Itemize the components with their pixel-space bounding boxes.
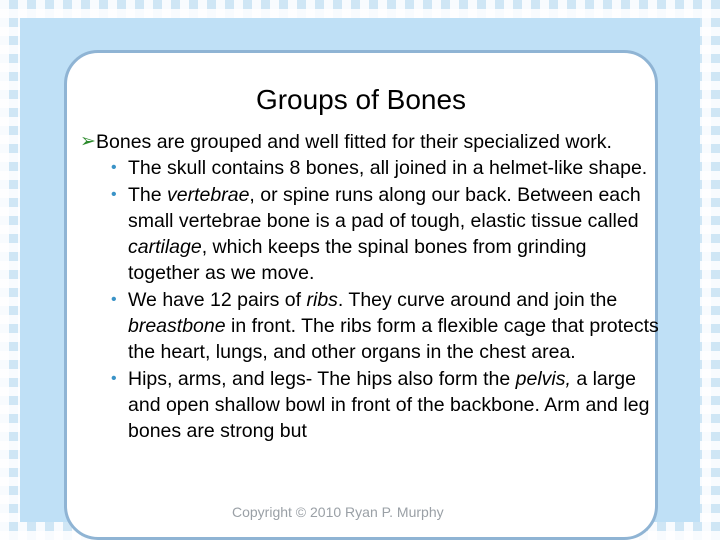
skull-text: The skull contains 8 bones, all joined in a helmet-like shape. (128, 157, 648, 180)
slide-content (80, 129, 660, 445)
dot-bullet-icon: • (111, 159, 117, 177)
dot-bullet-icon: • (111, 369, 117, 387)
pelvis-term: pelvis, (515, 367, 571, 390)
dot-bullet-icon: • (111, 185, 117, 203)
breastbone-term: breastbone (128, 315, 226, 338)
vertebrae-text-post: , which keeps the spinal bones from grinding together as we move. (128, 236, 587, 285)
ribs-text-post: in front. The ribs form a flexible cage that protects the heart, lungs, and other organs in the chest area. (128, 315, 659, 364)
hips-text-pre: Hips, arms, and legs- The hips also form the (128, 367, 516, 390)
sub-bullet-list (96, 155, 660, 444)
skull-bullet (96, 155, 660, 181)
copyright-footer: Copyright © 2010 Ryan P. Murphy (232, 504, 444, 520)
hips-bullet (96, 366, 660, 445)
ribs-term: ribs (306, 288, 338, 311)
vertebrae-term: vertebrae (167, 183, 250, 206)
ribs-text-mid: . They curve around and join the (337, 288, 618, 311)
intro-bullet (80, 129, 660, 445)
hips-text-post: a large and open shallow bowl in front of the backbone. Arm and leg bones are strong but (128, 367, 650, 443)
vertebrae-text-mid: , or spine runs along our back. Between each small vertebrae bone is a pad of tough, elastic tissue called (128, 183, 641, 232)
vertebrae-text-pre: The (128, 183, 168, 206)
vertebrae-bullet (96, 182, 660, 287)
slide-title: Groups of Bones (255, 84, 467, 115)
dot-bullet-icon: • (111, 290, 117, 308)
intro-text: Bones are grouped and well fitted for their specialized work. (96, 131, 612, 153)
ribs-text-pre: We have 12 pairs of (128, 288, 307, 311)
cartilage-term: cartilage (128, 236, 202, 259)
arrow-bullet-icon: ➢ (80, 131, 96, 152)
ribs-bullet (96, 287, 660, 366)
